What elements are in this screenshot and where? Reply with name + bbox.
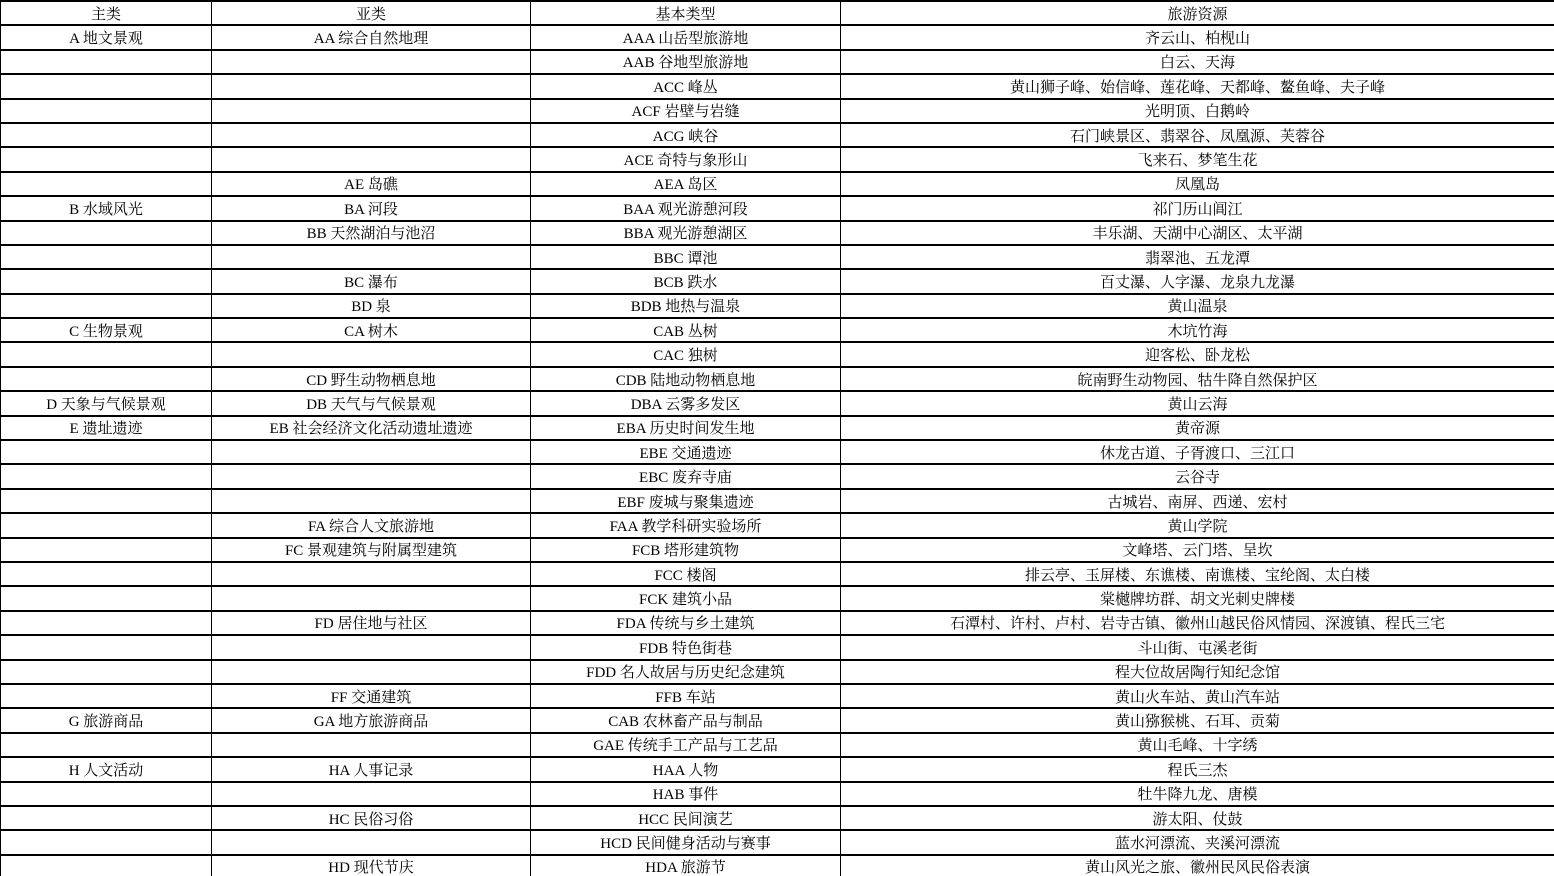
cell-sub-class <box>212 74 531 98</box>
table-row <box>1 391 1554 415</box>
table-row <box>1 147 1554 171</box>
cell-sub-class <box>212 586 531 610</box>
table-row <box>1 416 1554 440</box>
cell-tourism-resources: 棠樾牌坊群、胡文光刺史牌楼 <box>841 586 1554 610</box>
cell-sub-class: AE 岛礁 <box>212 172 531 196</box>
cell-basic-type: EBF 废城与聚集遗迹 <box>531 489 841 513</box>
table-row <box>1 50 1554 74</box>
cell-main-class: B 水域风光 <box>1 196 212 220</box>
cell-tourism-resources: 百丈瀑、人字瀑、龙泉九龙瀑 <box>841 269 1554 293</box>
cell-tourism-resources: 迎客松、卧龙松 <box>841 342 1554 366</box>
cell-main-class: D 天象与气候景观 <box>1 391 212 415</box>
cell-main-class: E 遗址遗迹 <box>1 416 212 440</box>
cell-basic-type: GAE 传统手工产品与工艺品 <box>531 733 841 757</box>
cell-sub-class <box>212 635 531 659</box>
table-row <box>1 74 1554 98</box>
cell-main-class <box>1 586 212 610</box>
cell-main-class <box>1 147 212 171</box>
cell-tourism-resources: 文峰塔、云门塔、呈坎 <box>841 538 1554 562</box>
table-row <box>1 196 1554 220</box>
cell-basic-type: HAB 事件 <box>531 782 841 806</box>
cell-tourism-resources: 黄山风光之旅、徽州民风民俗表演 <box>841 855 1554 876</box>
table-row <box>1 538 1554 562</box>
cell-main-class <box>1 733 212 757</box>
cell-basic-type: DBA 云雾多发区 <box>531 391 841 415</box>
table-row <box>1 489 1554 513</box>
cell-tourism-resources: 程大位故居陶行知纪念馆 <box>841 660 1554 684</box>
cell-basic-type: HDA 旅游节 <box>531 855 841 876</box>
cell-tourism-resources: 黄山学院 <box>841 513 1554 537</box>
cell-basic-type: ACF 岩壁与岩缝 <box>531 99 841 123</box>
cell-basic-type: FDD 名人故居与历史纪念建筑 <box>531 660 841 684</box>
cell-main-class <box>1 245 212 269</box>
cell-main-class <box>1 635 212 659</box>
cell-tourism-resources: 程氏三杰 <box>841 757 1554 781</box>
cell-sub-class: AA 综合自然地理 <box>212 25 531 49</box>
cell-tourism-resources: 古城岩、南屏、西递、宏村 <box>841 489 1554 513</box>
table-row <box>1 757 1554 781</box>
table-row <box>1 635 1554 659</box>
cell-tourism-resources: 丰乐湖、天湖中心湖区、太平湖 <box>841 221 1554 245</box>
cell-tourism-resources: 牡牛降九龙、唐模 <box>841 782 1554 806</box>
cell-basic-type: CAB 农林畜产品与制品 <box>531 708 841 732</box>
cell-main-class <box>1 172 212 196</box>
cell-sub-class <box>212 733 531 757</box>
cell-main-class <box>1 123 212 147</box>
cell-sub-class: GA 地方旅游商品 <box>212 708 531 732</box>
cell-main-class <box>1 74 212 98</box>
table-row <box>1 123 1554 147</box>
table-row <box>1 586 1554 610</box>
cell-sub-class: EB 社会经济文化活动遗址遗迹 <box>212 416 531 440</box>
cell-basic-type: ACG 峡谷 <box>531 123 841 147</box>
cell-basic-type: CAC 独树 <box>531 342 841 366</box>
header-sub-class: 亚类 <box>212 1 531 25</box>
cell-sub-class <box>212 489 531 513</box>
cell-main-class <box>1 684 212 708</box>
cell-tourism-resources: 白云、天海 <box>841 50 1554 74</box>
cell-sub-class: BA 河段 <box>212 196 531 220</box>
cell-main-class: H 人文活动 <box>1 757 212 781</box>
cell-main-class: A 地文景观 <box>1 25 212 49</box>
cell-basic-type: CDB 陆地动物栖息地 <box>531 367 841 391</box>
cell-tourism-resources: 休龙古道、子胥渡口、三江口 <box>841 440 1554 464</box>
cell-basic-type: EBA 历史时间发生地 <box>531 416 841 440</box>
cell-sub-class <box>212 782 531 806</box>
table-row <box>1 367 1554 391</box>
cell-main-class <box>1 806 212 830</box>
cell-sub-class <box>212 440 531 464</box>
cell-main-class <box>1 342 212 366</box>
cell-sub-class: BD 泉 <box>212 294 531 318</box>
header-main-class: 主类 <box>1 1 212 25</box>
table-row <box>1 782 1554 806</box>
cell-sub-class: FA 综合人文旅游地 <box>212 513 531 537</box>
cell-main-class <box>1 660 212 684</box>
table-row <box>1 684 1554 708</box>
cell-sub-class: BC 瀑布 <box>212 269 531 293</box>
cell-main-class <box>1 611 212 635</box>
cell-sub-class <box>212 562 531 586</box>
cell-tourism-resources: 黄山云海 <box>841 391 1554 415</box>
cell-basic-type: EBC 废弃寺庙 <box>531 464 841 488</box>
cell-sub-class <box>212 147 531 171</box>
cell-basic-type: FFB 车站 <box>531 684 841 708</box>
cell-main-class <box>1 464 212 488</box>
table-row <box>1 464 1554 488</box>
cell-tourism-resources: 斗山街、屯溪老街 <box>841 635 1554 659</box>
table-row <box>1 830 1554 854</box>
table-body <box>1 25 1554 876</box>
cell-main-class <box>1 367 212 391</box>
table-row <box>1 855 1554 876</box>
cell-main-class <box>1 50 212 74</box>
cell-tourism-resources: 黄山猕猴桃、石耳、贡菊 <box>841 708 1554 732</box>
table-row <box>1 733 1554 757</box>
cell-main-class <box>1 513 212 537</box>
cell-main-class <box>1 269 212 293</box>
table-row <box>1 660 1554 684</box>
cell-sub-class <box>212 342 531 366</box>
cell-tourism-resources: 排云亭、玉屏楼、东谯楼、南谯楼、宝纶阁、太白楼 <box>841 562 1554 586</box>
cell-basic-type: BCB 跌水 <box>531 269 841 293</box>
cell-sub-class: HC 民俗习俗 <box>212 806 531 830</box>
cell-basic-type: HAA 人物 <box>531 757 841 781</box>
table-row <box>1 172 1554 196</box>
table-row <box>1 342 1554 366</box>
cell-sub-class: BB 天然湖泊与池沼 <box>212 221 531 245</box>
cell-tourism-resources: 黄山火车站、黄山汽车站 <box>841 684 1554 708</box>
cell-basic-type: AEA 岛区 <box>531 172 841 196</box>
cell-basic-type: FDA 传统与乡土建筑 <box>531 611 841 635</box>
cell-tourism-resources: 云谷寺 <box>841 464 1554 488</box>
cell-basic-type: ACC 峰丛 <box>531 74 841 98</box>
table-row <box>1 611 1554 635</box>
cell-sub-class: DB 天气与气候景观 <box>212 391 531 415</box>
table-row <box>1 440 1554 464</box>
cell-main-class <box>1 99 212 123</box>
cell-main-class <box>1 562 212 586</box>
cell-tourism-resources: 凤凰岛 <box>841 172 1554 196</box>
cell-basic-type: CAB 丛树 <box>531 318 841 342</box>
cell-main-class <box>1 855 212 876</box>
cell-sub-class <box>212 50 531 74</box>
cell-sub-class <box>212 464 531 488</box>
cell-main-class <box>1 830 212 854</box>
cell-basic-type: FCK 建筑小品 <box>531 586 841 610</box>
cell-tourism-resources: 石潭村、许村、卢村、岩寺古镇、徽州山越民俗风情园、深渡镇、程氏三宅 <box>841 611 1554 635</box>
table-row <box>1 318 1554 342</box>
cell-sub-class: FC 景观建筑与附属型建筑 <box>212 538 531 562</box>
cell-tourism-resources: 石门峡景区、翡翠谷、凤凰源、芙蓉谷 <box>841 123 1554 147</box>
cell-basic-type: HCD 民间健身活动与赛事 <box>531 830 841 854</box>
cell-sub-class <box>212 123 531 147</box>
table-row <box>1 245 1554 269</box>
cell-sub-class <box>212 660 531 684</box>
cell-basic-type: BBC 谭池 <box>531 245 841 269</box>
table-row <box>1 294 1554 318</box>
cell-sub-class <box>212 830 531 854</box>
cell-sub-class: CA 树木 <box>212 318 531 342</box>
table-row <box>1 25 1554 49</box>
cell-main-class <box>1 221 212 245</box>
cell-basic-type: FDB 特色街巷 <box>531 635 841 659</box>
cell-tourism-resources: 游太阳、仗鼓 <box>841 806 1554 830</box>
cell-sub-class <box>212 99 531 123</box>
cell-sub-class: HA 人事记录 <box>212 757 531 781</box>
table-row <box>1 708 1554 732</box>
cell-sub-class: FD 居住地与社区 <box>212 611 531 635</box>
table-row <box>1 513 1554 537</box>
table-row <box>1 562 1554 586</box>
cell-sub-class: CD 野生动物栖息地 <box>212 367 531 391</box>
table-row <box>1 806 1554 830</box>
cell-basic-type: BDB 地热与温泉 <box>531 294 841 318</box>
cell-main-class <box>1 294 212 318</box>
cell-basic-type: BAA 观光游憩河段 <box>531 196 841 220</box>
cell-basic-type: EBE 交通遗迹 <box>531 440 841 464</box>
cell-tourism-resources: 蓝水河漂流、夹溪河漂流 <box>841 830 1554 854</box>
cell-tourism-resources: 飞来石、梦笔生花 <box>841 147 1554 171</box>
cell-basic-type: FCC 楼阁 <box>531 562 841 586</box>
table-row <box>1 221 1554 245</box>
cell-basic-type: BBA 观光游憩湖区 <box>531 221 841 245</box>
cell-tourism-resources: 齐云山、柏枧山 <box>841 25 1554 49</box>
header-row <box>1 1 1554 25</box>
cell-main-class: G 旅游商品 <box>1 708 212 732</box>
header-tourism-resources: 旅游资源 <box>841 1 1554 25</box>
cell-main-class <box>1 538 212 562</box>
cell-tourism-resources: 黄帝源 <box>841 416 1554 440</box>
cell-tourism-resources: 黄山狮子峰、始信峰、莲花峰、天都峰、鳌鱼峰、夫子峰 <box>841 74 1554 98</box>
cell-main-class: C 生物景观 <box>1 318 212 342</box>
table-row <box>1 99 1554 123</box>
cell-basic-type: FAA 教学科研实验场所 <box>531 513 841 537</box>
cell-tourism-resources: 黄山温泉 <box>841 294 1554 318</box>
cell-tourism-resources: 祁门历山阊江 <box>841 196 1554 220</box>
header-basic-type: 基本类型 <box>531 1 841 25</box>
cell-tourism-resources: 皖南野生动物园、牯牛降自然保护区 <box>841 367 1554 391</box>
cell-sub-class: HD 现代节庆 <box>212 855 531 876</box>
cell-tourism-resources: 翡翠池、五龙潭 <box>841 245 1554 269</box>
table-row <box>1 269 1554 293</box>
cell-tourism-resources: 黄山毛峰、十字绣 <box>841 733 1554 757</box>
cell-tourism-resources: 光明顶、白鹅岭 <box>841 99 1554 123</box>
cell-main-class <box>1 489 212 513</box>
cell-sub-class: FF 交通建筑 <box>212 684 531 708</box>
cell-basic-type: ACE 奇特与象形山 <box>531 147 841 171</box>
cell-basic-type: AAB 谷地型旅游地 <box>531 50 841 74</box>
cell-tourism-resources: 木坑竹海 <box>841 318 1554 342</box>
cell-sub-class <box>212 245 531 269</box>
cell-basic-type: HCC 民间演艺 <box>531 806 841 830</box>
cell-basic-type: AAA 山岳型旅游地 <box>531 25 841 49</box>
cell-basic-type: FCB 塔形建筑物 <box>531 538 841 562</box>
cell-main-class <box>1 782 212 806</box>
cell-main-class <box>1 440 212 464</box>
